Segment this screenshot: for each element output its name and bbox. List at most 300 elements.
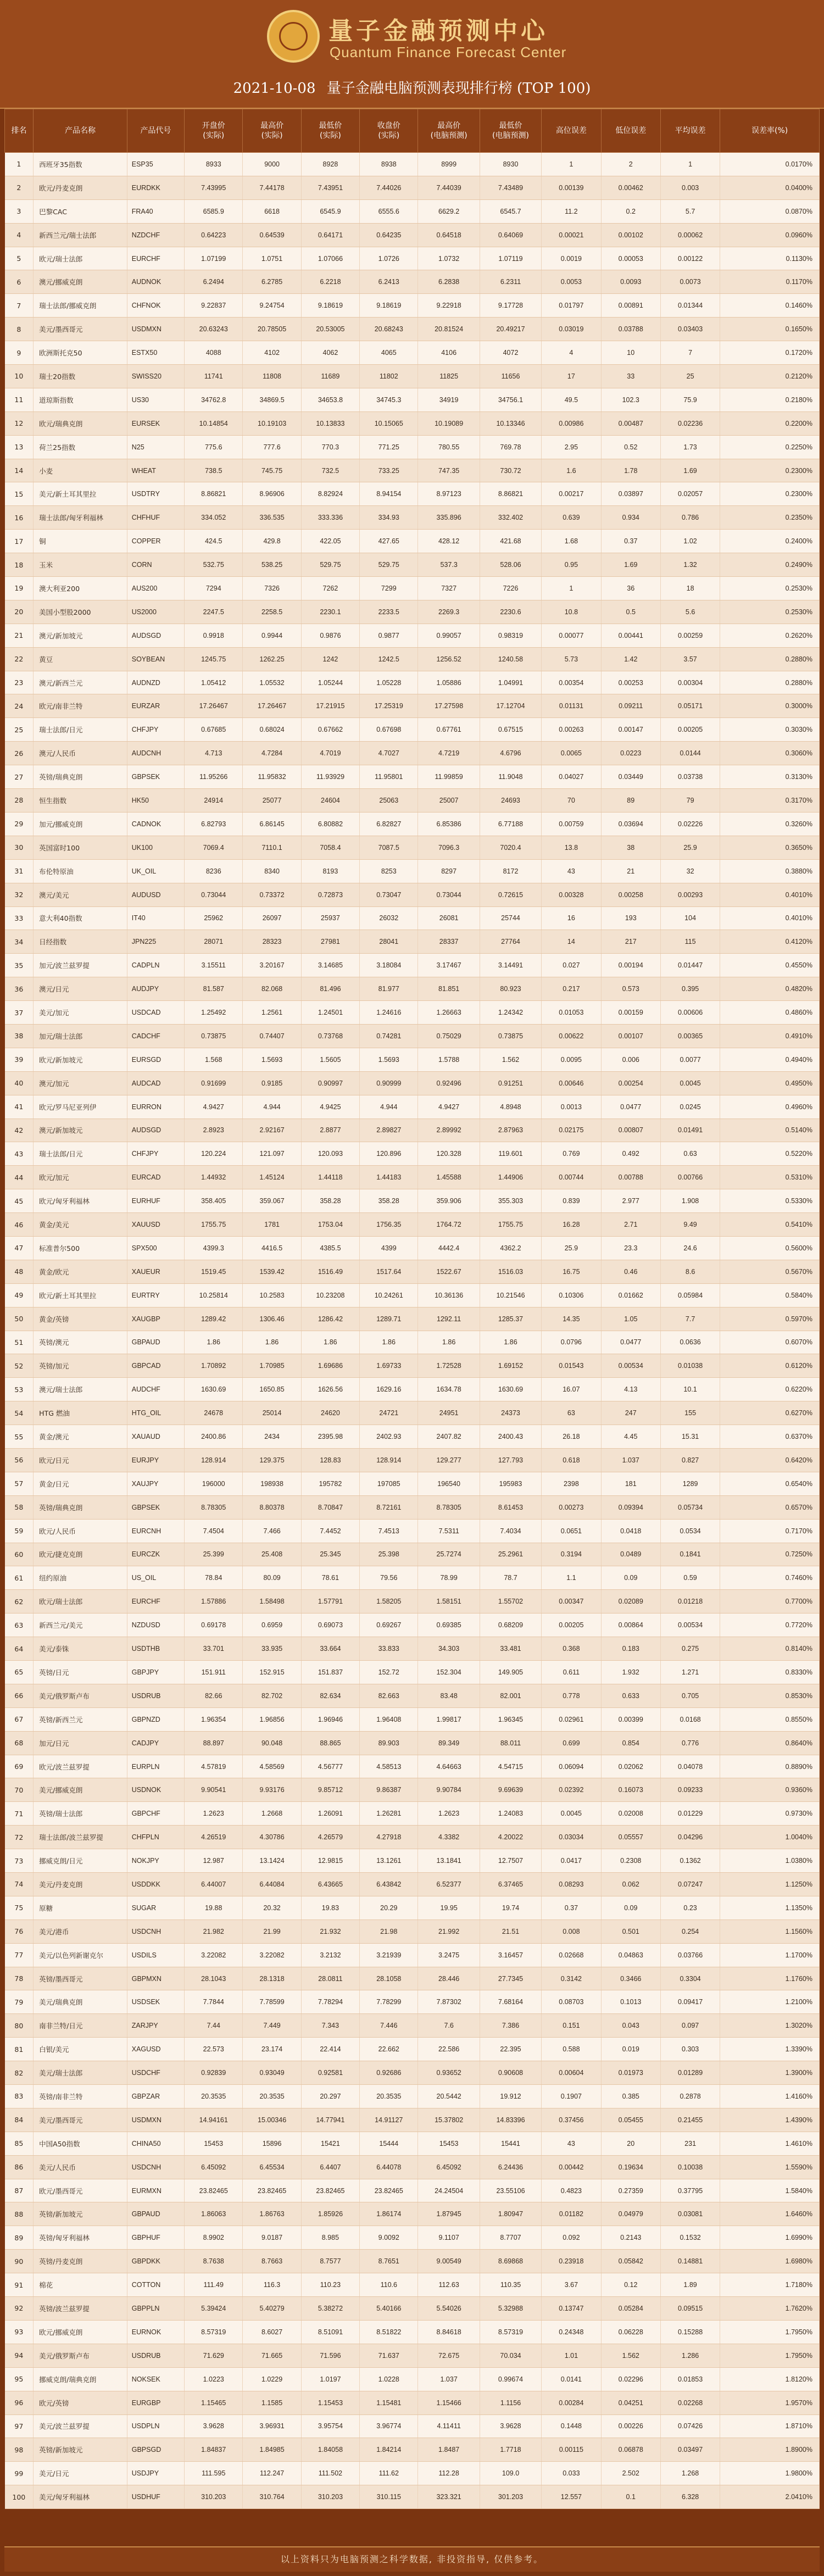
close-cell: 8.7651 [360, 2250, 418, 2273]
low-cell: 12.9815 [301, 1849, 359, 1873]
error-rate-cell: 1.6460% [720, 2202, 820, 2226]
product-name-cell: 瑞士法郎/匈牙利福林 [34, 506, 127, 530]
close-cell: 33.833 [360, 1637, 418, 1661]
error-rate-cell: 0.4860% [720, 1001, 820, 1025]
open-cell: 8.86821 [185, 482, 243, 506]
pred-low-cell: 8.69868 [480, 2250, 541, 2273]
high-cell: 11.95832 [243, 765, 301, 789]
low-error-cell: 0.00258 [601, 883, 660, 906]
pred-high-cell: 7.5311 [418, 1519, 480, 1543]
avg-error-cell: 10.1 [660, 1378, 720, 1401]
close-cell: 3.96774 [360, 2414, 418, 2438]
product-code-cell: CHFJPY [127, 718, 184, 742]
high-error-cell: 0.00604 [542, 2061, 601, 2085]
low-cell: 0.92581 [301, 2061, 359, 2085]
rank-cell: 97 [5, 2414, 34, 2438]
error-rate-cell: 1.1700% [720, 1943, 820, 1967]
rank-cell: 52 [5, 1354, 34, 1378]
table-row [5, 859, 820, 883]
product-name-cell: 白银/美元 [34, 2038, 127, 2061]
pred-low-cell: 11656 [480, 365, 541, 388]
open-cell: 6.2494 [185, 270, 243, 294]
product-name-cell: 美元/泰铢 [34, 1637, 127, 1661]
avg-error-cell: 0.00534 [660, 1614, 720, 1637]
error-rate-cell: 0.0170% [720, 153, 820, 176]
avg-error-cell: 0.07426 [660, 2414, 720, 2438]
open-cell: 1.86063 [185, 2202, 243, 2226]
rank-cell: 69 [5, 1755, 34, 1778]
open-cell: 88.897 [185, 1731, 243, 1755]
low-cell: 9.18619 [301, 294, 359, 318]
rank-cell: 39 [5, 1048, 34, 1071]
product-code-cell: AUDSGD [127, 624, 184, 647]
product-code-cell: EURNOK [127, 2320, 184, 2344]
high-error-cell: 0.01053 [542, 1001, 601, 1025]
high-cell: 745.75 [243, 459, 301, 482]
low-cell: 422.05 [301, 530, 359, 553]
open-cell: 8.78305 [185, 1495, 243, 1519]
pred-high-cell: 4.64663 [418, 1755, 480, 1778]
low-cell: 1.0197 [301, 2367, 359, 2391]
high-error-cell: 0.0417 [542, 1849, 601, 1873]
close-cell: 9.18619 [360, 294, 418, 318]
avg-error-cell: 0.275 [660, 1637, 720, 1661]
open-cell: 1245.75 [185, 647, 243, 671]
avg-error-cell: 5.7 [660, 199, 720, 223]
avg-error-cell: 1.32 [660, 553, 720, 577]
close-cell: 7.4513 [360, 1519, 418, 1543]
high-error-cell: 0.0141 [542, 2367, 601, 2391]
high-error-cell: 0.08293 [542, 1873, 601, 1896]
error-rate-cell: 0.7170% [720, 1519, 820, 1543]
avg-error-cell: 6.328 [660, 2485, 720, 2509]
high-cell: 10.19103 [243, 411, 301, 435]
table-row [5, 1590, 820, 1614]
high-cell: 4.30786 [243, 1826, 301, 1849]
product-name-cell: 原糖 [34, 1896, 127, 1920]
avg-error-cell: 0.02057 [660, 482, 720, 506]
close-cell: 8.51822 [360, 2320, 418, 2344]
rank-cell: 58 [5, 1495, 34, 1519]
low-cell: 19.83 [301, 1896, 359, 1920]
rank-cell: 62 [5, 1590, 34, 1614]
avg-error-cell: 0.23 [660, 1896, 720, 1920]
high-error-cell: 0.611 [542, 1661, 601, 1684]
pred-low-cell: 0.67515 [480, 718, 541, 742]
product-code-cell: CHINA50 [127, 2132, 184, 2155]
high-error-cell: 0.00354 [542, 671, 601, 694]
pred-low-cell: 0.68209 [480, 1614, 541, 1637]
product-name-cell: 英镑/日元 [34, 1661, 127, 1684]
low-cell: 7262 [301, 577, 359, 600]
open-cell: 1.05412 [185, 671, 243, 694]
open-cell: 334.052 [185, 506, 243, 530]
product-name-cell: 英镑/新加坡元 [34, 2438, 127, 2462]
high-cell: 1781 [243, 1213, 301, 1237]
open-cell: 1.70892 [185, 1354, 243, 1378]
product-name-cell: 瑞士法郎/挪威克朗 [34, 294, 127, 318]
low-cell: 1.05244 [301, 671, 359, 694]
error-rate-cell: 1.6990% [720, 2226, 820, 2250]
pred-low-cell: 6.37465 [480, 1873, 541, 1896]
error-rate-cell: 1.4390% [720, 2108, 820, 2132]
pred-high-cell: 0.69385 [418, 1614, 480, 1637]
avg-error-cell: 1289 [660, 1472, 720, 1495]
error-rate-cell: 0.2300% [720, 482, 820, 506]
open-cell: 4.26519 [185, 1826, 243, 1849]
table-row [5, 1543, 820, 1566]
close-cell: 334.93 [360, 506, 418, 530]
error-rate-cell: 0.4820% [720, 977, 820, 1001]
low-cell: 111.502 [301, 2462, 359, 2485]
product-code-cell: AUDJPY [127, 977, 184, 1001]
pred-low-cell: 355.303 [480, 1189, 541, 1213]
low-error-cell: 0.0093 [601, 270, 660, 294]
product-code-cell: GBPJPY [127, 1661, 184, 1684]
pred-high-cell: 28.446 [418, 1967, 480, 1990]
product-name-cell: 加元/日元 [34, 1731, 127, 1755]
rank-cell: 77 [5, 1943, 34, 1967]
product-name-cell: 美国小型股2000 [34, 600, 127, 624]
close-cell: 7087.5 [360, 836, 418, 859]
low-error-cell: 0.00534 [601, 1354, 660, 1378]
table-row [5, 435, 820, 459]
high-cell: 8.96906 [243, 482, 301, 506]
open-cell: 7.4504 [185, 1519, 243, 1543]
pred-high-cell: 7.44039 [418, 176, 480, 199]
low-error-cell: 0.3466 [601, 1967, 660, 1990]
low-error-cell: 0.46 [601, 1260, 660, 1283]
product-name-cell: 英镑/波兰兹罗提 [34, 2297, 127, 2321]
pred-low-cell: 4.54715 [480, 1755, 541, 1778]
avg-error-cell: 0.0073 [660, 270, 720, 294]
error-rate-cell: 0.2120% [720, 365, 820, 388]
low-error-cell: 10 [601, 341, 660, 365]
column-header: 最高价 (实际) [243, 109, 301, 153]
error-rate-cell: 1.3020% [720, 2014, 820, 2038]
close-cell: 4.944 [360, 1095, 418, 1119]
close-cell: 7.78299 [360, 1990, 418, 2014]
close-cell: 7.446 [360, 2014, 418, 2038]
rank-cell: 98 [5, 2438, 34, 2462]
pred-high-cell: 25007 [418, 789, 480, 813]
pred-high-cell: 8.97123 [418, 482, 480, 506]
high-error-cell: 0.151 [542, 2014, 601, 2038]
low-error-cell: 0.492 [601, 1142, 660, 1166]
product-name-cell: 黄豆 [34, 647, 127, 671]
pred-low-cell: 5.32988 [480, 2297, 541, 2321]
product-name-cell: 美元/俄罗斯卢布 [34, 1684, 127, 1707]
rank-cell: 57 [5, 1472, 34, 1495]
high-error-cell: 43 [542, 859, 601, 883]
pred-high-cell: 72.675 [418, 2344, 480, 2367]
high-error-cell: 0.02961 [542, 1707, 601, 1731]
low-error-cell: 0.02089 [601, 1590, 660, 1614]
product-code-cell: EURDKK [127, 176, 184, 199]
table-row [5, 1354, 820, 1378]
error-rate-cell: 1.2100% [720, 1990, 820, 2014]
pred-low-cell: 1.55702 [480, 1590, 541, 1614]
pred-low-cell: 34756.1 [480, 388, 541, 411]
high-error-cell: 0.4823 [542, 2179, 601, 2202]
product-name-cell: 道琼斯指数 [34, 388, 127, 411]
avg-error-cell: 0.04296 [660, 1826, 720, 1849]
error-rate-cell: 1.1350% [720, 1896, 820, 1920]
close-cell: 1.0726 [360, 247, 418, 270]
high-error-cell: 0.0095 [542, 1048, 601, 1071]
low-cell: 1.44118 [301, 1166, 359, 1189]
open-cell: 33.701 [185, 1637, 243, 1661]
product-name-cell: 英镑/新加坡元 [34, 2202, 127, 2226]
low-cell: 2395.98 [301, 1425, 359, 1449]
table-row [5, 2014, 820, 2038]
high-error-cell: 1 [542, 577, 601, 600]
product-name-cell: 澳元/人民币 [34, 742, 127, 765]
avg-error-cell: 0.03766 [660, 1943, 720, 1967]
open-cell: 151.911 [185, 1661, 243, 1684]
report-date: 2021-10-08 [233, 80, 316, 97]
avg-error-cell: 0.05734 [660, 1495, 720, 1519]
high-cell: 0.74407 [243, 1024, 301, 1048]
error-rate-cell: 0.2620% [720, 624, 820, 647]
open-cell: 12.987 [185, 1849, 243, 1873]
close-cell: 2.89827 [360, 1119, 418, 1142]
low-cell: 1286.42 [301, 1307, 359, 1331]
table-row [5, 247, 820, 270]
rank-cell: 95 [5, 2367, 34, 2391]
open-cell: 3.15511 [185, 954, 243, 977]
high-cell: 90.048 [243, 1731, 301, 1755]
error-rate-cell: 2.0410% [720, 2485, 820, 2509]
low-error-cell: 1.05 [601, 1307, 660, 1331]
product-name-cell: 欧元/瑞士法郎 [34, 1590, 127, 1614]
pred-high-cell: 6.85386 [418, 812, 480, 836]
rank-cell: 75 [5, 1896, 34, 1920]
high-error-cell: 0.00115 [542, 2438, 601, 2462]
pred-low-cell: 1240.58 [480, 647, 541, 671]
low-cell: 8.51091 [301, 2320, 359, 2344]
rank-cell: 25 [5, 718, 34, 742]
product-code-cell: GBPCHF [127, 1802, 184, 1826]
low-cell: 0.69073 [301, 1614, 359, 1637]
table-row [5, 906, 820, 930]
avg-error-cell: 0.00304 [660, 671, 720, 694]
pred-high-cell: 9.00549 [418, 2250, 480, 2273]
pred-low-cell: 2400.43 [480, 1425, 541, 1449]
table-row [5, 2391, 820, 2414]
table-row [5, 1684, 820, 1707]
pred-high-cell: 4.3382 [418, 1826, 480, 1849]
low-cell: 10.23208 [301, 1283, 359, 1307]
product-name-cell: 美元/瑞典克朗 [34, 1990, 127, 2014]
table-row [5, 2108, 820, 2132]
pred-low-cell: 10.21546 [480, 1283, 541, 1307]
rank-cell: 16 [5, 506, 34, 530]
avg-error-cell: 0.59 [660, 1566, 720, 1590]
low-error-cell: 4.13 [601, 1378, 660, 1401]
product-name-cell: 英镑/南非兰特 [34, 2085, 127, 2108]
low-error-cell: 0.00053 [601, 247, 660, 270]
avg-error-cell: 0.0534 [660, 1519, 720, 1543]
pred-high-cell: 537.3 [418, 553, 480, 577]
close-cell: 1.5693 [360, 1048, 418, 1071]
close-cell: 1.96408 [360, 1707, 418, 1731]
rank-cell: 5 [5, 247, 34, 270]
pred-high-cell: 1.037 [418, 2367, 480, 2391]
high-cell: 112.247 [243, 2462, 301, 2485]
high-error-cell: 4 [542, 341, 601, 365]
product-code-cell: ZARJPY [127, 2014, 184, 2038]
product-code-cell: XAUJPY [127, 1472, 184, 1495]
open-cell: 4399.3 [185, 1236, 243, 1260]
avg-error-cell: 104 [660, 906, 720, 930]
close-cell: 89.903 [360, 1731, 418, 1755]
rank-cell: 15 [5, 482, 34, 506]
rank-cell: 41 [5, 1095, 34, 1119]
product-name-cell: 欧元/波兰兹罗提 [34, 1755, 127, 1778]
low-error-cell: 102.3 [601, 388, 660, 411]
pred-high-cell: 17.27598 [418, 694, 480, 718]
open-cell: 8.9902 [185, 2226, 243, 2250]
table-row [5, 718, 820, 742]
product-code-cell: USDHUF [127, 2485, 184, 2509]
open-cell: 1289.42 [185, 1307, 243, 1331]
pred-high-cell: 34919 [418, 388, 480, 411]
close-cell: 4.27918 [360, 1826, 418, 1849]
table-row [5, 2414, 820, 2438]
high-cell: 23.82465 [243, 2179, 301, 2202]
avg-error-cell: 0.2878 [660, 2085, 720, 2108]
error-rate-cell: 0.3260% [720, 812, 820, 836]
product-name-cell: 加元/波兰兹罗提 [34, 954, 127, 977]
high-cell: 4102 [243, 341, 301, 365]
low-cell: 1242 [301, 647, 359, 671]
high-cell: 23.174 [243, 2038, 301, 2061]
pred-high-cell: 1.05886 [418, 671, 480, 694]
low-error-cell: 0.00254 [601, 1071, 660, 1095]
low-error-cell: 0.00864 [601, 1614, 660, 1637]
table-row [5, 2132, 820, 2155]
rank-cell: 42 [5, 1119, 34, 1142]
low-error-cell: 0.02008 [601, 1802, 660, 1826]
product-code-cell: USDPLN [127, 2414, 184, 2438]
product-code-cell: USDCHF [127, 2061, 184, 2085]
high-cell: 25014 [243, 1401, 301, 1425]
pred-low-cell: 8172 [480, 859, 541, 883]
table-row [5, 694, 820, 718]
error-rate-cell: 0.5220% [720, 1142, 820, 1166]
product-code-cell: HTG_OIL [127, 1401, 184, 1425]
low-error-cell: 0.00194 [601, 954, 660, 977]
open-cell: 358.405 [185, 1189, 243, 1213]
high-error-cell: 0.04027 [542, 765, 601, 789]
product-name-cell: 黄金/欧元 [34, 1260, 127, 1283]
high-cell: 1.05532 [243, 671, 301, 694]
low-cell: 732.5 [301, 459, 359, 482]
error-rate-cell: 0.2490% [720, 553, 820, 577]
error-rate-cell: 0.4950% [720, 1071, 820, 1095]
pred-high-cell: 1.72528 [418, 1354, 480, 1378]
low-cell: 2230.1 [301, 600, 359, 624]
low-cell: 21.932 [301, 1920, 359, 1943]
open-cell: 3.22082 [185, 1943, 243, 1967]
rank-cell: 90 [5, 2250, 34, 2273]
rank-cell: 4 [5, 223, 34, 247]
pred-high-cell: 4.11411 [418, 2414, 480, 2438]
error-rate-cell: 0.6120% [720, 1354, 820, 1378]
low-error-cell: 36 [601, 577, 660, 600]
close-cell: 20.68243 [360, 318, 418, 341]
open-cell: 1630.69 [185, 1378, 243, 1401]
pred-low-cell: 1.80947 [480, 2202, 541, 2226]
product-name-cell: 欧元/新加坡元 [34, 1048, 127, 1071]
pred-low-cell: 22.395 [480, 2038, 541, 2061]
table-row [5, 2320, 820, 2344]
high-error-cell: 14.35 [542, 1307, 601, 1331]
high-error-cell: 0.00759 [542, 812, 601, 836]
error-rate-cell: 0.8550% [720, 1707, 820, 1731]
avg-error-cell: 0.00259 [660, 624, 720, 647]
open-cell: 1.25492 [185, 1001, 243, 1025]
product-name-cell: 澳元/加元 [34, 1071, 127, 1095]
avg-error-cell: 1.73 [660, 435, 720, 459]
error-rate-cell: 0.8330% [720, 1661, 820, 1684]
table-row [5, 1024, 820, 1048]
pred-low-cell: 7.68164 [480, 1990, 541, 2014]
high-cell: 80.09 [243, 1566, 301, 1590]
product-code-cell: GBPHUF [127, 2226, 184, 2250]
product-code-cell: EURRON [127, 1095, 184, 1119]
rank-cell: 72 [5, 1826, 34, 1849]
pred-low-cell: 4.20022 [480, 1826, 541, 1849]
rank-cell: 55 [5, 1425, 34, 1449]
high-error-cell: 0.00021 [542, 223, 601, 247]
rank-cell: 92 [5, 2297, 34, 2321]
low-cell: 1.24501 [301, 1001, 359, 1025]
pred-high-cell: 1634.78 [418, 1378, 480, 1401]
high-cell: 4416.5 [243, 1236, 301, 1260]
low-error-cell: 1.69 [601, 553, 660, 577]
open-cell: 9.22837 [185, 294, 243, 318]
pred-high-cell: 4.7219 [418, 742, 480, 765]
product-code-cell: HK50 [127, 789, 184, 813]
rank-cell: 11 [5, 388, 34, 411]
avg-error-cell: 0.254 [660, 1920, 720, 1943]
low-cell: 128.83 [301, 1448, 359, 1472]
high-error-cell: 0.588 [542, 2038, 601, 2061]
high-cell: 1.0229 [243, 2367, 301, 2391]
pred-low-cell: 15441 [480, 2132, 541, 2155]
product-code-cell: GBPSEK [127, 765, 184, 789]
open-cell: 1.84837 [185, 2438, 243, 2462]
avg-error-cell: 0.0077 [660, 1048, 720, 1071]
open-cell: 2.8923 [185, 1119, 243, 1142]
close-cell: 7.44026 [360, 176, 418, 199]
table-row [5, 742, 820, 765]
pred-low-cell: 21.51 [480, 1920, 541, 1943]
high-error-cell: 0.37456 [542, 2108, 601, 2132]
product-name-cell: 瑞士法郎/日元 [34, 718, 127, 742]
rank-cell: 82 [5, 2061, 34, 2085]
product-code-cell: EURSGD [127, 1048, 184, 1071]
high-cell: 1650.85 [243, 1378, 301, 1401]
high-error-cell: 0.00077 [542, 624, 601, 647]
high-error-cell: 0.033 [542, 2462, 601, 2485]
product-code-cell: ESP35 [127, 153, 184, 176]
open-cell: 78.84 [185, 1566, 243, 1590]
high-error-cell: 70 [542, 789, 601, 813]
product-code-cell: CHFPLN [127, 1826, 184, 1849]
